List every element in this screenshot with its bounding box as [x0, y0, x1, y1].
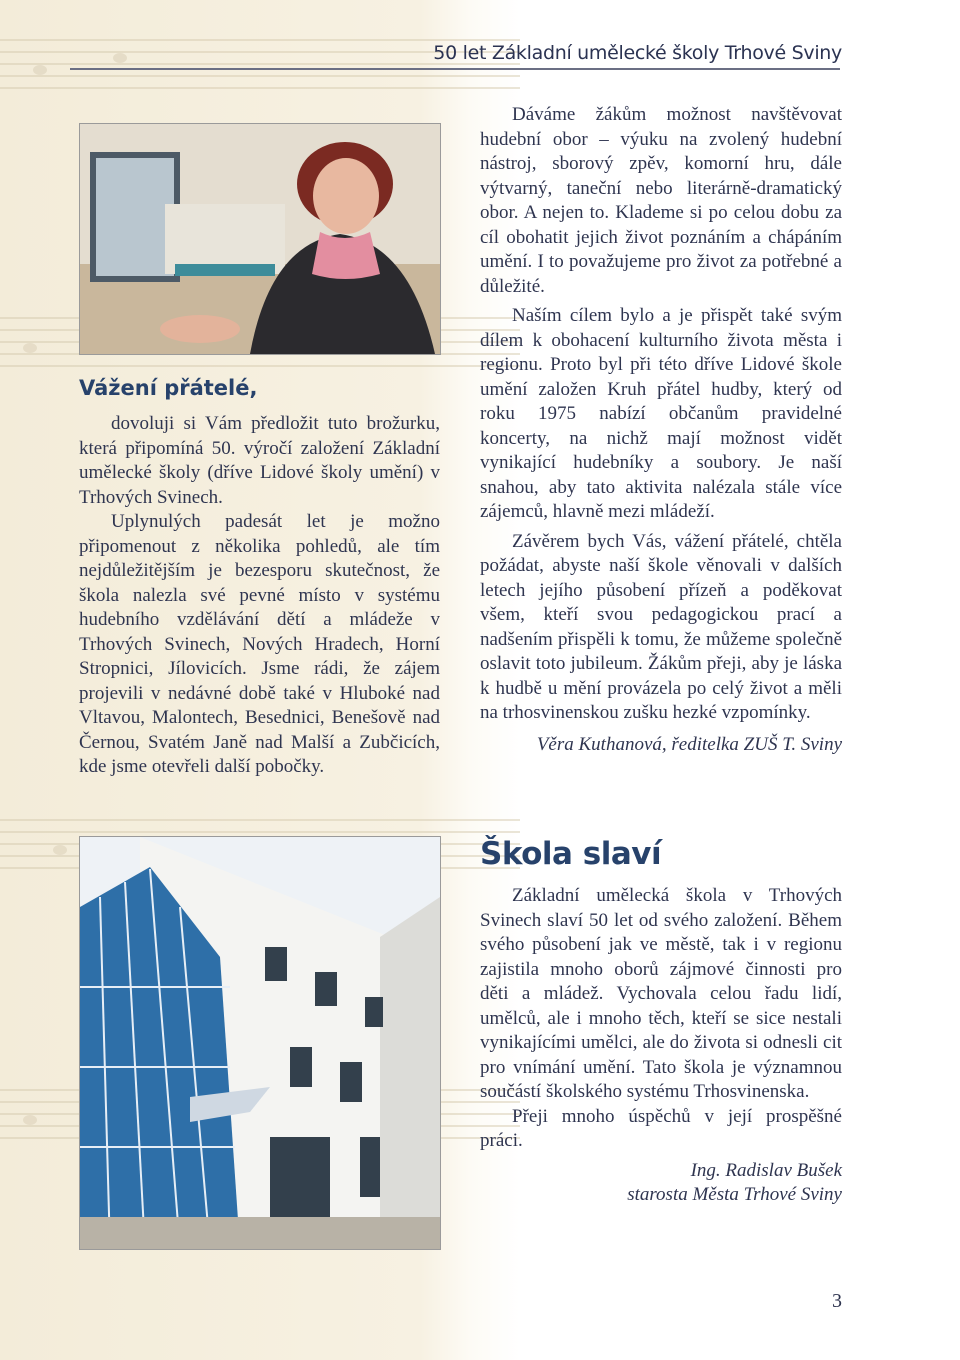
section-paragraph-2: Přeji mnoho úspěchů v její prospěšné práci.	[480, 1105, 842, 1151]
left-paragraph-1: dovoluji si Vám předložit tuto brožurku, která připomíná 50. výročí založení Základní umělecké školy (dříve Lidové školy umění) v Trhových Svinech.	[79, 413, 440, 508]
school-building-photo	[79, 836, 441, 1250]
right-column	[480, 103, 842, 757]
right-paragraph-2: Naším cílem bylo a je přispět také svým dílem k obohacení kulturního života města i regionu. Proto byl při této dříve Lidové škole umění založen Kruh přátel hudby, který od roku 1975 nabízí občanům pravidelné koncerty, na nichž mají možnost vidět vynikající hudebníky a soubory. Je naší snahou, aby tato aktivita nalézala stále více zájemců, hlavně mezi mládeží.	[480, 305, 842, 522]
header-rule	[70, 68, 840, 70]
page-number: 3	[832, 1290, 842, 1312]
right-paragraph-1: Dáváme žákům možnost navštěvovat hudební obor – výuku na zvolený hudební nástroj, sborový zpěv, komorní hru, dále výtvarný, taneční nebo literárně-dramatický obor. A nejen to. Klademe si po celou dobu za cíl obohatit jejich život poznáním a chápáním umění. I to považujeme pro život za potřebné a důležité.	[480, 104, 842, 297]
mayor-name: Ing. Radislav Bušek	[690, 1159, 842, 1181]
running-header: 50 let Základní umělecké školy Trhové Sviny	[433, 42, 842, 64]
right-paragraph-3: Závěrem bych Vás, vážení přátelé, chtěla požádat, abyste naší škole věnovali v dalších letech jejího působení přízeň a poděkovat všem, kteří svou pedagogickou prací a nadšením přispěli k tomu, že můžeme společně oslavit toto jubileum. Žákům přeji, aby je láska k hudbě u mění provázela po celý život a měli na trhosvinenskou zušku hezké vzpomínky.	[480, 530, 842, 723]
left-column	[79, 412, 440, 780]
section-paragraph-1: Základní umělecká škola v Trhových Svinech slaví 50 let od svého založení. Během svého působení jak ve městě, tak i v regionu zajistila mnoho oborů zájmové činnosti pro děti a mládež. Vychovala celou řadu lidí, umělců, ale i mnoho těch, kteří se sice nestali vynikajícími umělci, ale do života si odnesli cit pro vnímání umění. Tato škola je významnou součástí školského systému Trhosvinenska.	[480, 885, 842, 1102]
left-paragraph-2: Uplynulých padesát let je možno připomenout z několika pohledů, ale tím nejdůležitějším je bezesporu skutečnost, že škola nalezla své pevné místo v systému hudebního vzdělávání dětí a mládeže v Trhových Svinech, Nových Hradech, Horní Stropnici, Jílovicích. Jsme rádi, že zájem projevili v nedávné době také v Hluboké nad Vltavou, Malontech, Besednici, Benešově nad Černou, Svatém Janě nad Malší a Zubčicích, kde jsme otevřeli další pobočky.	[79, 511, 440, 777]
section-column	[480, 884, 842, 1208]
section-heading: Škola slaví	[480, 836, 662, 872]
portrait-photo	[79, 123, 441, 355]
mayor-title: starosta Města Trhové Sviny	[627, 1184, 842, 1205]
greeting-heading: Vážení přátelé,	[79, 376, 258, 400]
director-signature: Věra Kuthanová, ředitelka ZUŠ T. Sviny	[536, 733, 842, 755]
